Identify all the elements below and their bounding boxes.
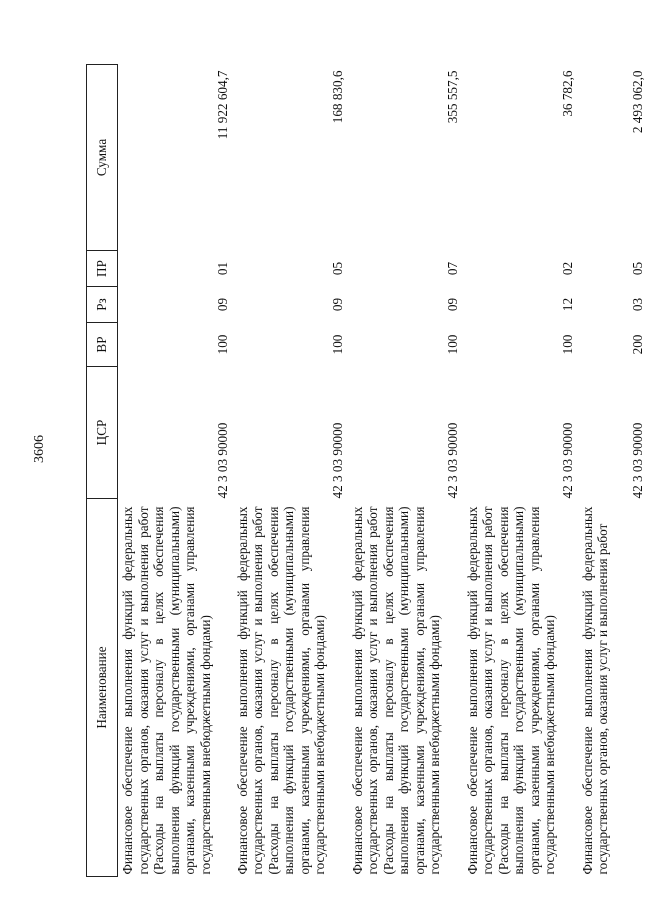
header-pr: ПР — [87, 251, 118, 287]
table-row — [463, 65, 578, 877]
row-sum: 36 782,6 — [559, 70, 575, 117]
row-sum: 11 922 604,7 — [214, 70, 230, 140]
header-sum: Сумма — [87, 65, 118, 251]
row-csr: 42 3 03 90000 — [329, 422, 345, 499]
rotated-page-content — [86, 65, 645, 877]
table-row — [578, 65, 648, 877]
header-name: Наименование — [87, 499, 118, 877]
table-header-row — [87, 65, 118, 877]
row-rz: 03 — [629, 297, 645, 312]
header-rz: Рз — [87, 287, 118, 323]
row-sum: 2 493 062,0 — [629, 70, 645, 134]
row-vr: 100 — [214, 334, 230, 355]
row-csr: 42 3 03 90000 — [629, 422, 645, 499]
row-vr: 200 — [629, 334, 645, 355]
row-sum: 355 557,5 — [444, 70, 460, 124]
row-vr: 100 — [444, 334, 460, 355]
row-csr: 42 3 03 90000 — [444, 422, 460, 499]
table-row — [233, 65, 348, 877]
row-vr: 100 — [329, 334, 345, 355]
row-name: Финансовое обеспечение выполнения функций федеральных государственных органов, оказания услуг и выполнения работ — [579, 506, 611, 875]
table-row — [118, 65, 233, 877]
row-pr: 05 — [329, 261, 345, 276]
budget-table — [86, 64, 648, 877]
row-pr: 02 — [559, 261, 575, 276]
page-number: 3606 — [32, 435, 47, 463]
row-sum: 168 830,6 — [329, 70, 345, 124]
header-vr: ВР — [87, 323, 118, 367]
row-rz: 09 — [329, 297, 345, 312]
row-name: Финансовое обеспечение выполнения функций федеральных государственных органов, оказания услуг и выполнения работ (Расходы на выплаты персоналу в целях обеспечения выполнения функций государственными (муниципальными) органами, казенными учреждениями, органами управления государственными внебюджетными фондами) — [234, 506, 328, 875]
row-rz: 09 — [444, 297, 460, 312]
row-pr: 07 — [444, 261, 460, 276]
row-vr: 100 — [559, 334, 575, 355]
row-name: Финансовое обеспечение выполнения функций федеральных государственных органов, оказания услуг и выполнения работ (Расходы на выплаты персоналу в целях обеспечения выполнения функций государственными (муниципальными) органами, казенными учреждениями, органами управления государственными внебюджетными фондами) — [464, 506, 558, 875]
row-rz: 12 — [559, 297, 575, 312]
row-pr: 01 — [214, 261, 230, 276]
row-csr: 42 3 03 90000 — [214, 422, 230, 499]
table-row — [348, 65, 463, 877]
row-pr: 05 — [629, 261, 645, 276]
row-rz: 09 — [214, 297, 230, 312]
row-csr: 42 3 03 90000 — [559, 422, 575, 499]
row-name: Финансовое обеспечение выполнения функций федеральных государственных органов, оказания услуг и выполнения работ (Расходы на выплаты персоналу в целях обеспечения выполнения функций государственными (муниципальными) органами, казенными учреждениями, органами управления государственными внебюджетными фондами) — [349, 506, 443, 875]
header-csr: ЦСР — [87, 367, 118, 499]
row-name: Финансовое обеспечение выполнения функций федеральных государственных органов, оказания услуг и выполнения работ (Расходы на выплаты персоналу в целях обеспечения выполнения функций государственными (муниципальными) органами, казенными учреждениями, органами управления государственными внебюджетными фондами) — [120, 506, 213, 875]
